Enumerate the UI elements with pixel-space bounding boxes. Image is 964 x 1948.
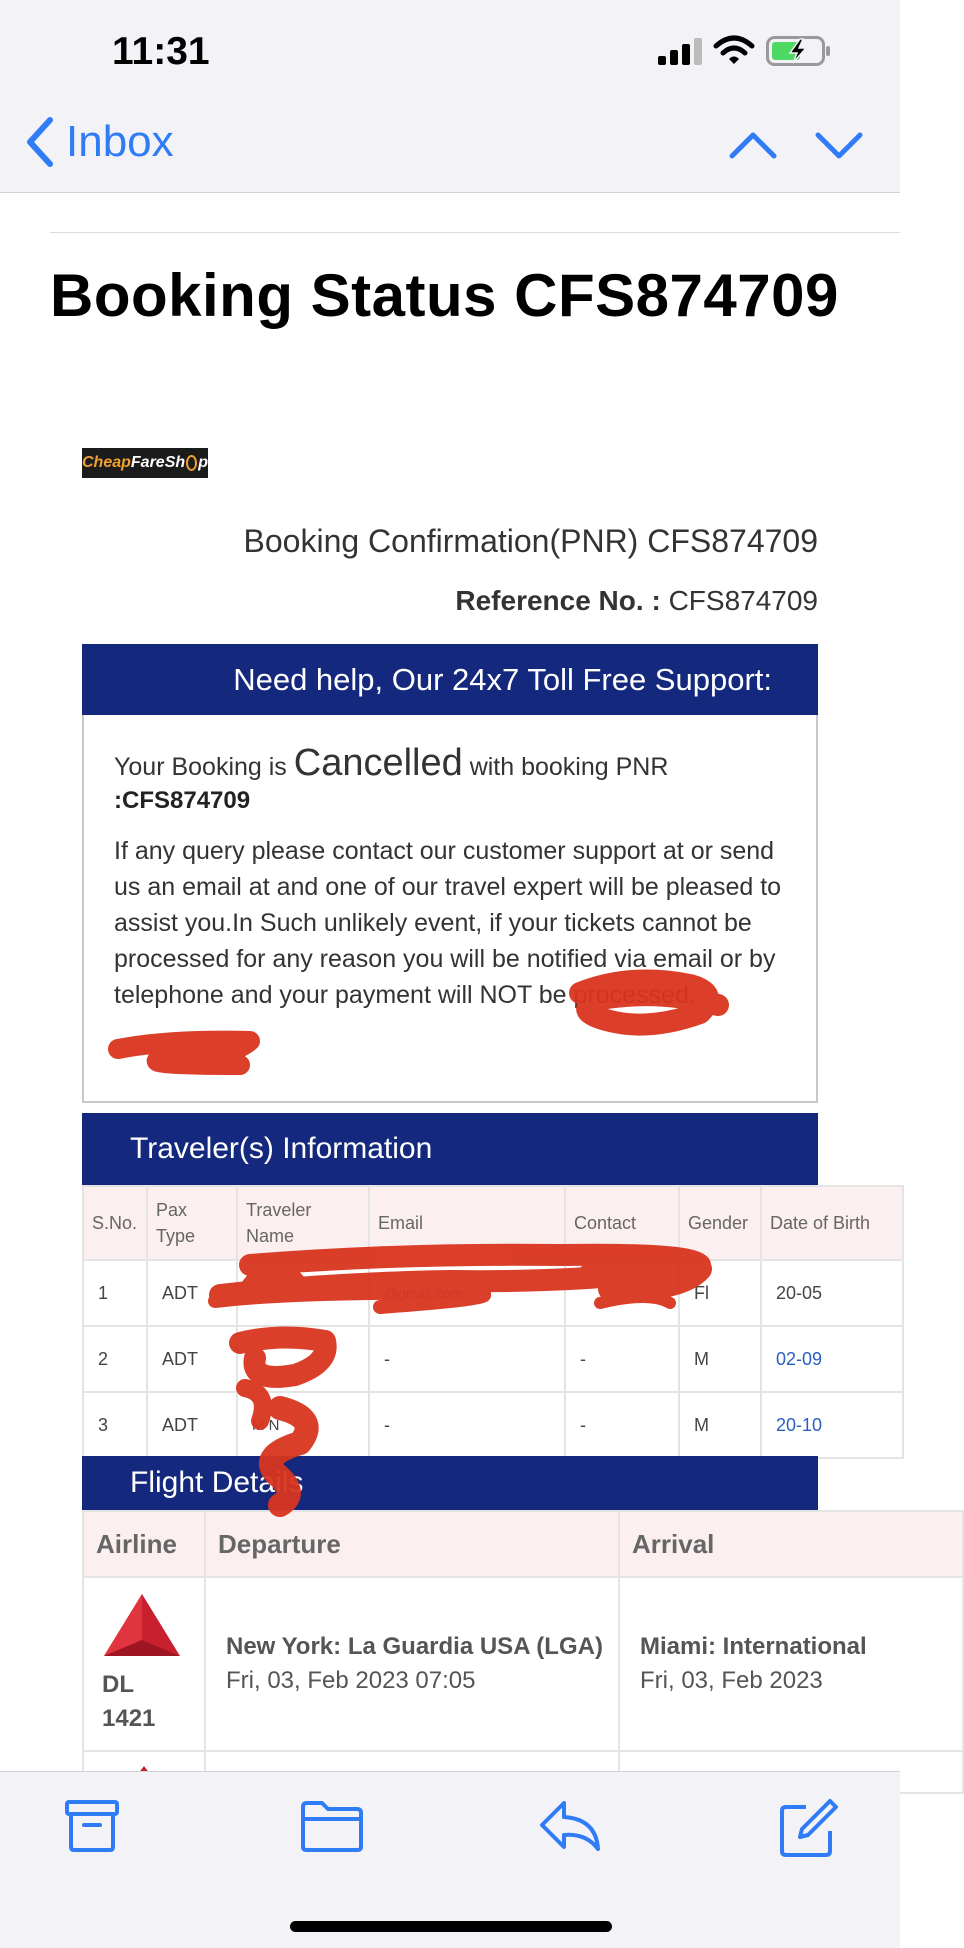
col-email: Email xyxy=(369,1186,565,1260)
chevron-down-icon[interactable] xyxy=(814,120,864,170)
home-indicator[interactable] xyxy=(290,1921,612,1932)
status-bar xyxy=(0,0,900,100)
folder-icon[interactable] xyxy=(300,1799,364,1853)
status-time: 11:31 xyxy=(112,30,210,73)
col-dob: Date of Birth xyxy=(761,1186,903,1260)
airline-cell xyxy=(83,1577,205,1751)
chevron-left-icon xyxy=(24,116,56,168)
table-row: 2 ADT - - M 02-09 xyxy=(83,1326,903,1392)
pnr-title: Booking Confirmation(PNR) CFS874709 xyxy=(243,523,818,559)
departure-time: Fri, 03, Feb 2023 07:05 xyxy=(226,1667,476,1694)
flight-details-heading: Flight Details xyxy=(82,1456,818,1510)
back-button[interactable] xyxy=(24,116,174,168)
reply-icon[interactable] xyxy=(538,1799,602,1853)
reference-value: CFS874709 xyxy=(668,585,818,616)
flight-number: 1421 xyxy=(102,1705,156,1732)
wifi-icon xyxy=(714,36,754,66)
col-departure: Departure xyxy=(205,1511,619,1577)
arrival-time: Fri, 03, Feb 2023 xyxy=(640,1667,823,1694)
col-pax-type: Pax Type xyxy=(147,1186,237,1260)
col-sno: S.No. xyxy=(83,1186,147,1260)
table-header-row xyxy=(83,1186,903,1260)
travelers-table-wrap[interactable] xyxy=(82,1185,871,1435)
delta-logo-icon xyxy=(102,1592,182,1658)
reference-label: Reference No. : xyxy=(455,585,661,616)
table-row: 3 ADT M N - - M 20-10 xyxy=(83,1392,903,1458)
nav-bar xyxy=(0,100,900,193)
bottom-toolbar xyxy=(0,1771,900,1948)
message-nav xyxy=(728,120,864,170)
booking-status-box xyxy=(82,715,818,1103)
status-line: Your Booking is Cancelled with booking PNR xyxy=(114,742,669,784)
arrival-cell xyxy=(619,1577,963,1751)
archive-icon[interactable] xyxy=(64,1799,120,1853)
departure-cell xyxy=(205,1577,619,1751)
col-traveler-name: Traveler Name xyxy=(237,1186,369,1260)
battery-charging-icon xyxy=(766,36,832,66)
reference-number xyxy=(455,585,818,617)
table-row: 1 ADT @gmail.com Fl 20-05 xyxy=(83,1260,903,1326)
chevron-up-icon[interactable] xyxy=(728,120,778,170)
flight-header-row xyxy=(83,1511,963,1577)
help-banner: Need help, Our 24x7 Toll Free Support: xyxy=(82,644,818,715)
airline-code: DL xyxy=(102,1671,134,1698)
travelers-heading: Traveler(s) Information xyxy=(82,1113,818,1185)
signal-icon xyxy=(658,37,702,65)
back-label: Inbox xyxy=(66,117,174,166)
divider xyxy=(50,232,900,233)
flight-row xyxy=(83,1577,963,1751)
status-icons xyxy=(658,36,832,66)
status-cancelled: Cancelled xyxy=(293,742,463,784)
cheapfareshop-logo: Cheap FareSh p xyxy=(82,448,208,478)
arrival-place: Miami: International xyxy=(640,1633,867,1660)
email-subject: Booking Status CFS874709 xyxy=(50,262,839,329)
traveler-email-link[interactable]: @gmail.com xyxy=(369,1260,565,1326)
compose-icon[interactable] xyxy=(778,1799,838,1859)
status-pnr: :CFS874709 xyxy=(114,787,251,814)
col-arrival: Arrival xyxy=(619,1511,963,1577)
col-airline: Airline xyxy=(83,1511,205,1577)
travelers-table xyxy=(82,1185,904,1459)
departure-place: New York: La Guardia USA (LGA) xyxy=(226,1633,603,1660)
col-gender: Gender xyxy=(679,1186,761,1260)
email-body[interactable] xyxy=(0,193,900,1771)
col-contact: Contact xyxy=(565,1186,679,1260)
flight-table-wrap[interactable] xyxy=(82,1510,867,1771)
flight-table xyxy=(82,1510,964,1794)
status-paragraph: If any query please contact our customer support at or send us an email at and one of our travel expert will be pleased to assist you.In Such unlikely event, if your tickets cannot be processed for any reason you will be notified via email or by telephone and your payment will NOT be processed. xyxy=(114,837,782,1009)
